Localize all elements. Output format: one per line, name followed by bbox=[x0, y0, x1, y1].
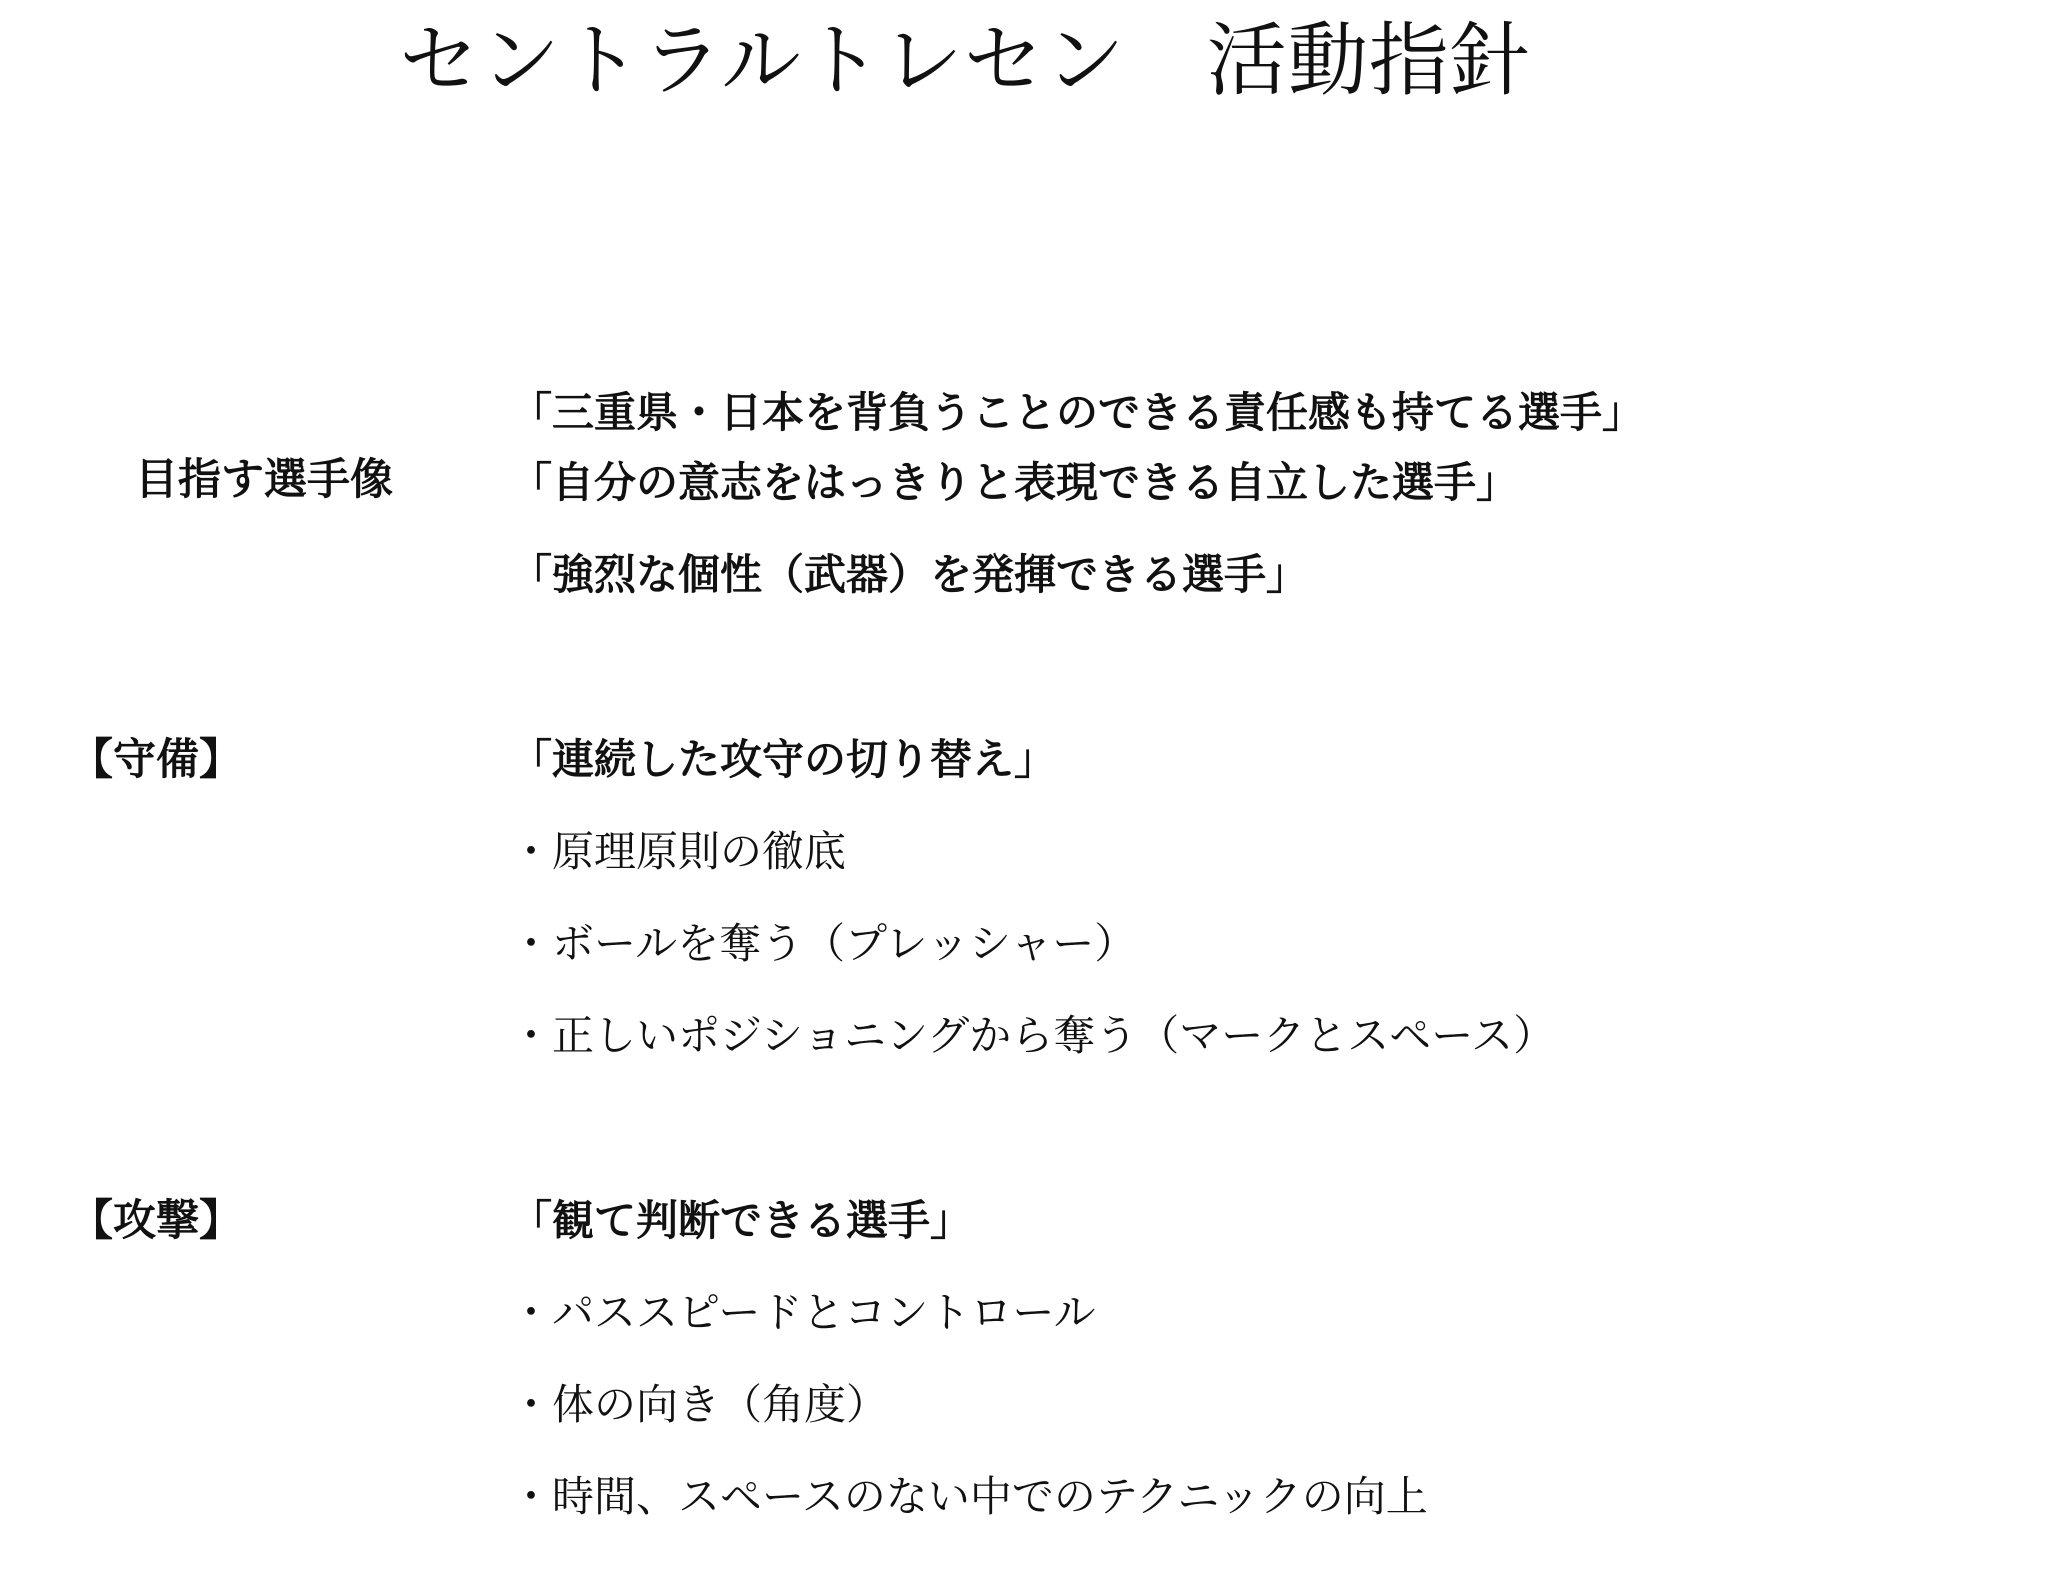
defense-heading: 「連続した攻守の切り替え」 bbox=[510, 735, 1057, 784]
defense-item: ・原理原則の徹底 bbox=[510, 827, 847, 876]
ideal-player-label: 目指す選手像 bbox=[135, 455, 393, 505]
ideal-player-line: 「自分の意志をはっきりと表現できる自立した選手」 bbox=[510, 458, 1519, 507]
attack-item: ・時間、スペースのない中でのテクニックの向上 bbox=[510, 1472, 1428, 1521]
attack-label: 【攻撃】 bbox=[70, 1196, 242, 1246]
defense-item: ・ボールを奪う（プレッシャー） bbox=[510, 919, 1137, 968]
ideal-player-line: 「強烈な個性（武器）を発揮できる選手」 bbox=[510, 550, 1309, 599]
page-title: セントラルトレセン 活動指針 bbox=[399, 14, 1531, 107]
defense-item: ・正しいポジショニングから奪う（マークとスペース） bbox=[510, 1011, 1556, 1060]
attack-item: ・パススピードとコントロール bbox=[510, 1288, 1096, 1337]
defense-label: 【守備】 bbox=[70, 735, 242, 785]
ideal-player-line: 「三重県・日本を背負うことのできる責任感も持てる選手」 bbox=[510, 388, 1645, 437]
attack-item: ・体の向き（角度） bbox=[510, 1380, 889, 1429]
attack-heading: 「観て判断できる選手」 bbox=[510, 1196, 973, 1245]
